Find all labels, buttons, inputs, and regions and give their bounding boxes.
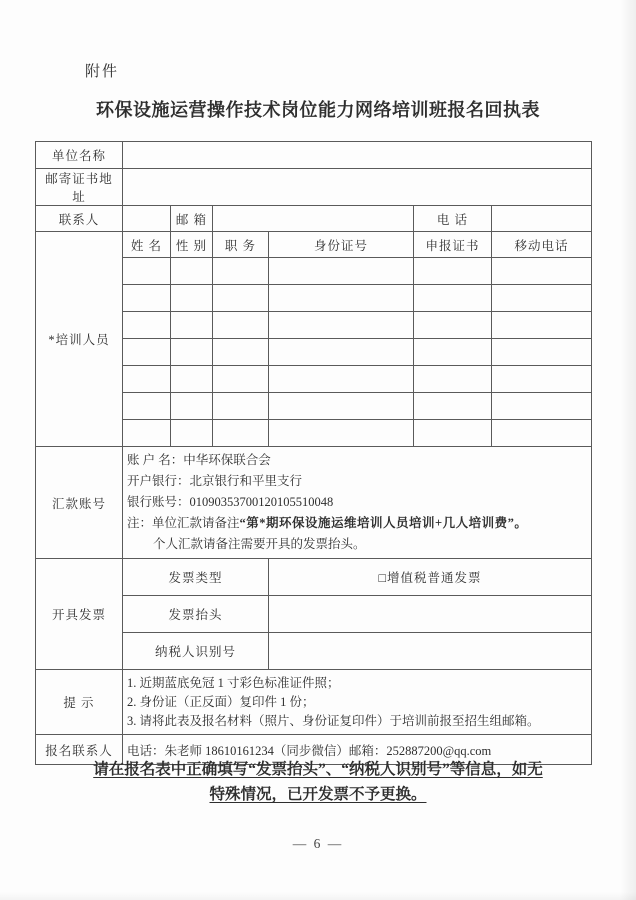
trainee-id-cell[interactable]: [269, 312, 414, 339]
trainee-name-cell[interactable]: [123, 312, 171, 339]
col-header-name: 姓 名: [123, 232, 171, 258]
trainee-id-cell[interactable]: [269, 285, 414, 312]
contact-label: 联系人: [36, 206, 123, 232]
page-number: — 6 —: [292, 836, 344, 851]
tips-row: [36, 670, 592, 735]
col-header-position: 职 务: [213, 232, 269, 258]
trainee-certificate-cell[interactable]: [414, 420, 492, 447]
remittance-note-bold: “第*期环保设施运维培训人员培训+几人培训费”。: [239, 516, 528, 530]
trainee-position-cell[interactable]: [213, 312, 269, 339]
trainee-gender-cell[interactable]: [171, 393, 213, 420]
tip-item-3: 3. 请将此表及报名材料（照片、身份证复印件）于培训前报至招生组邮箱。: [127, 713, 540, 728]
trainee-mobile-cell[interactable]: [492, 393, 592, 420]
unit-name-label: 单位名称: [36, 142, 123, 169]
invoice-label: 开具发票: [36, 559, 123, 670]
trainee-mobile-cell[interactable]: [492, 285, 592, 312]
trainee-id-cell[interactable]: [269, 366, 414, 393]
trainee-certificate-cell[interactable]: [414, 285, 492, 312]
trainee-certificate-cell[interactable]: [414, 258, 492, 285]
trainees-label: *培训人员: [36, 232, 123, 447]
contact-row: [36, 206, 592, 232]
registration-contact-label: 报名联系人: [36, 735, 123, 765]
trainee-certificate-cell[interactable]: [414, 366, 492, 393]
remittance-note-prefix: 注：单位汇款请备注: [127, 516, 240, 530]
taxpayer-id-label: 纳税人识别号: [123, 633, 269, 670]
trainee-id-cell[interactable]: [269, 420, 414, 447]
trainee-gender-cell[interactable]: [171, 339, 213, 366]
tip-item-2: 2. 身份证（正反面）复印件 1 份；: [127, 694, 315, 709]
trainee-certificate-cell[interactable]: [414, 312, 492, 339]
footer-note: [0, 757, 636, 807]
trainee-position-cell[interactable]: [213, 393, 269, 420]
remittance-account-name: 账 户 名：中华环保联合会: [127, 453, 271, 467]
invoice-type-checkbox[interactable]: □增值税普通发票: [269, 559, 592, 596]
trainee-gender-cell[interactable]: [171, 312, 213, 339]
mail-address-row: [36, 169, 592, 206]
trainee-gender-cell[interactable]: [171, 258, 213, 285]
remittance-note-2: 个人汇款请备注需要开具的发票抬头。: [153, 537, 366, 551]
trainee-name-cell[interactable]: [123, 420, 171, 447]
invoice-title-field[interactable]: [269, 596, 592, 633]
phone-field[interactable]: [492, 206, 592, 232]
trainee-position-cell[interactable]: [213, 420, 269, 447]
trainee-position-cell[interactable]: [213, 339, 269, 366]
col-header-certificate: 申报证书: [414, 232, 492, 258]
registration-table: [35, 141, 592, 765]
personnel-header-row: [36, 232, 592, 258]
unit-name-field[interactable]: [123, 142, 592, 169]
trainee-gender-cell[interactable]: [171, 420, 213, 447]
mail-address-field[interactable]: [123, 169, 592, 206]
scan-page-edge-bottom: [0, 892, 636, 900]
tips-label: 提 示: [36, 670, 123, 735]
mail-address-label: 邮寄证书地址: [36, 169, 123, 206]
remittance-bank: 开户银行：北京银行和平里支行: [127, 474, 303, 488]
remittance-content: [123, 447, 592, 559]
col-header-mobile: 移动电话: [492, 232, 592, 258]
phone-label: 电 话: [414, 206, 492, 232]
invoice-type-label: 发票类型: [123, 559, 269, 596]
trainee-mobile-cell[interactable]: [492, 339, 592, 366]
trainee-mobile-cell[interactable]: [492, 312, 592, 339]
trainee-position-cell[interactable]: [213, 258, 269, 285]
remittance-row: [36, 447, 592, 559]
email-label: 邮 箱: [171, 206, 213, 232]
trainee-gender-cell[interactable]: [171, 285, 213, 312]
taxpayer-id-field[interactable]: [269, 633, 592, 670]
contact-name-field[interactable]: [123, 206, 171, 232]
remittance-account-no: 银行账号：01090353700120105510048: [127, 495, 334, 509]
footer-note-line1: 请在报名表中正确填写“发票抬头”、“纳税人识别号”等信息，如无: [93, 761, 543, 778]
col-header-id-number: 身份证号: [269, 232, 414, 258]
tips-content: [123, 670, 592, 735]
footer-note-line2: 特殊情况，已开发票不予更换。: [209, 786, 427, 803]
registration-contact-value: 电话：朱老师 18610161234（同步微信）邮箱：252887200@qq.com: [123, 735, 592, 765]
trainee-name-cell[interactable]: [123, 393, 171, 420]
trainee-position-cell[interactable]: [213, 285, 269, 312]
trainee-name-cell[interactable]: [123, 366, 171, 393]
trainee-mobile-cell[interactable]: [492, 420, 592, 447]
trainee-mobile-cell[interactable]: [492, 258, 592, 285]
trainee-mobile-cell[interactable]: [492, 366, 592, 393]
trainee-certificate-cell[interactable]: [414, 339, 492, 366]
page-title: 环保设施运营操作技术岗位能力网络培训班报名回执表: [96, 100, 540, 120]
trainee-name-cell[interactable]: [123, 339, 171, 366]
invoice-title-label: 发票抬头: [123, 596, 269, 633]
trainee-id-cell[interactable]: [269, 339, 414, 366]
trainee-name-cell[interactable]: [123, 258, 171, 285]
email-field[interactable]: [213, 206, 414, 232]
trainee-position-cell[interactable]: [213, 366, 269, 393]
trainee-certificate-cell[interactable]: [414, 393, 492, 420]
attachment-label: 附件: [85, 64, 120, 80]
remittance-label: 汇款账号: [36, 447, 123, 559]
trainee-id-cell[interactable]: [269, 393, 414, 420]
invoice-type-row: [36, 559, 592, 596]
tip-item-1: 1. 近期蓝底免冠 1 寸彩色标准证件照；: [127, 675, 340, 690]
trainee-gender-cell[interactable]: [171, 366, 213, 393]
unit-name-row: [36, 142, 592, 169]
trainee-id-cell[interactable]: [269, 258, 414, 285]
trainee-name-cell[interactable]: [123, 285, 171, 312]
col-header-gender: 性 别: [171, 232, 213, 258]
remittance-note: [127, 513, 587, 534]
